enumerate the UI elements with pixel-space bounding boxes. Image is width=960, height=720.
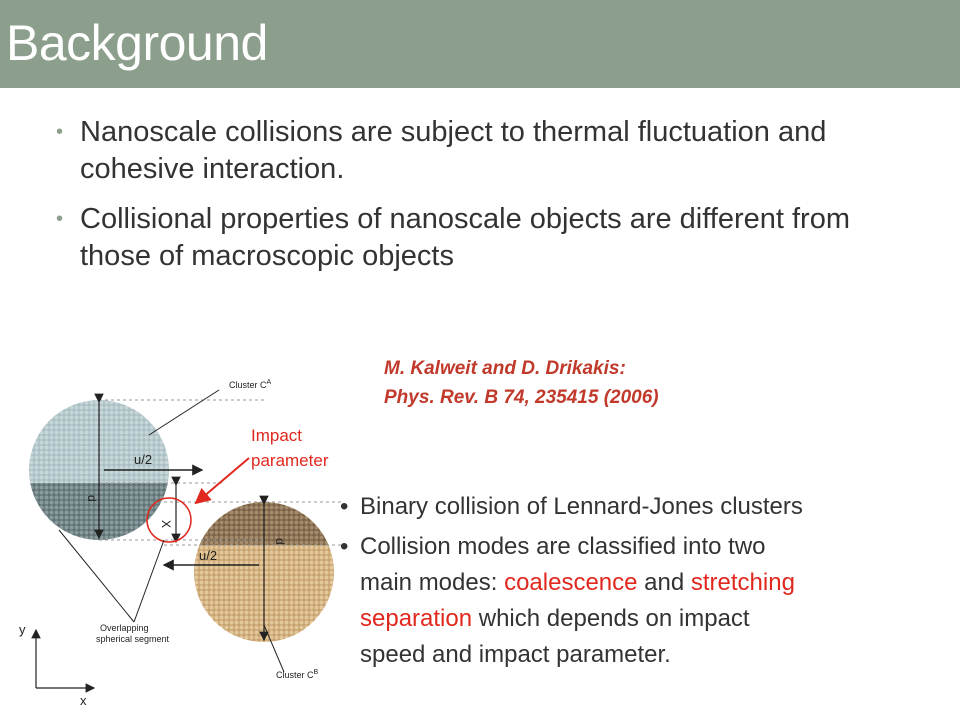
bullet-dot-icon: • — [340, 493, 349, 520]
sub-bullet-2-line4: speed and impact parameter. — [360, 641, 671, 668]
collision-diagram — [14, 360, 354, 715]
sub-bullet-2-line2 — [360, 568, 955, 598]
d-right-label: d — [273, 538, 287, 545]
stretching-term: stretching — [690, 569, 795, 596]
x-label: X — [159, 520, 173, 529]
sub-bullet-2-line1: Collision modes are classified into two — [360, 533, 766, 560]
sub-bullet-1-text: Binary collision of Lennard-Jones clusters — [360, 493, 803, 520]
main-bullet-list — [56, 114, 916, 288]
collision-figure — [14, 360, 354, 715]
u2-top-label: u/2 — [134, 452, 153, 467]
sub-bullet-2-line3 — [360, 604, 955, 634]
axis-y-label: y — [19, 622, 26, 637]
impact-label-line1: Impact — [251, 426, 303, 445]
cluster-b-sup: B — [313, 669, 319, 676]
svg-text:Cluster CA — [229, 379, 272, 390]
sub-bullet-2-text-b: and — [637, 569, 691, 596]
sub-bullet-2-text-a: main modes: — [360, 569, 505, 596]
cluster-b-label: Cluster C — [276, 670, 314, 680]
main-bullet-1 — [56, 114, 916, 188]
sub-bullet-1 — [340, 492, 955, 522]
citation-authors: M. Kalweit and D. Drikakis: — [384, 358, 626, 379]
main-bullet-1-text: Nanoscale collisions are subject to thermal fluctuation and cohesive interaction. — [80, 116, 827, 185]
coalescence-term: coalescence — [504, 569, 638, 596]
citation-journal: Phys. Rev. B 74, 235415 (2006) — [384, 387, 659, 408]
separation-term: separation — [360, 605, 473, 632]
citation — [384, 354, 659, 412]
cluster-a-label: Cluster C — [229, 380, 267, 390]
cluster-a-sup: A — [266, 379, 272, 386]
sub-bullet-2 — [340, 532, 955, 670]
main-bullet-2 — [56, 201, 916, 275]
u2-bottom-label: u/2 — [199, 548, 218, 563]
cluster-a — [24, 400, 184, 553]
overlap-label-2: spherical segment — [96, 634, 170, 644]
bullet-dot-icon: • — [340, 533, 349, 560]
title-bar — [0, 0, 960, 88]
slide-title: Background — [6, 15, 268, 71]
bullet-dot-icon: • — [56, 208, 64, 230]
main-bullet-2-text: Collisional properties of nanoscale objects are different from those of macroscopic objects — [80, 203, 850, 272]
svg-text:Cluster CB — [276, 669, 319, 680]
sub-bullet-2-text-c: which depends on impact — [472, 605, 750, 632]
sub-bullet-list — [340, 492, 955, 670]
impact-label-line2: parameter — [251, 451, 329, 470]
bullet-dot-icon: • — [56, 121, 64, 143]
overlap-label-1: Overlapping — [100, 623, 149, 633]
axis-x-label: x — [80, 693, 87, 708]
d-left-label: d — [85, 495, 99, 502]
